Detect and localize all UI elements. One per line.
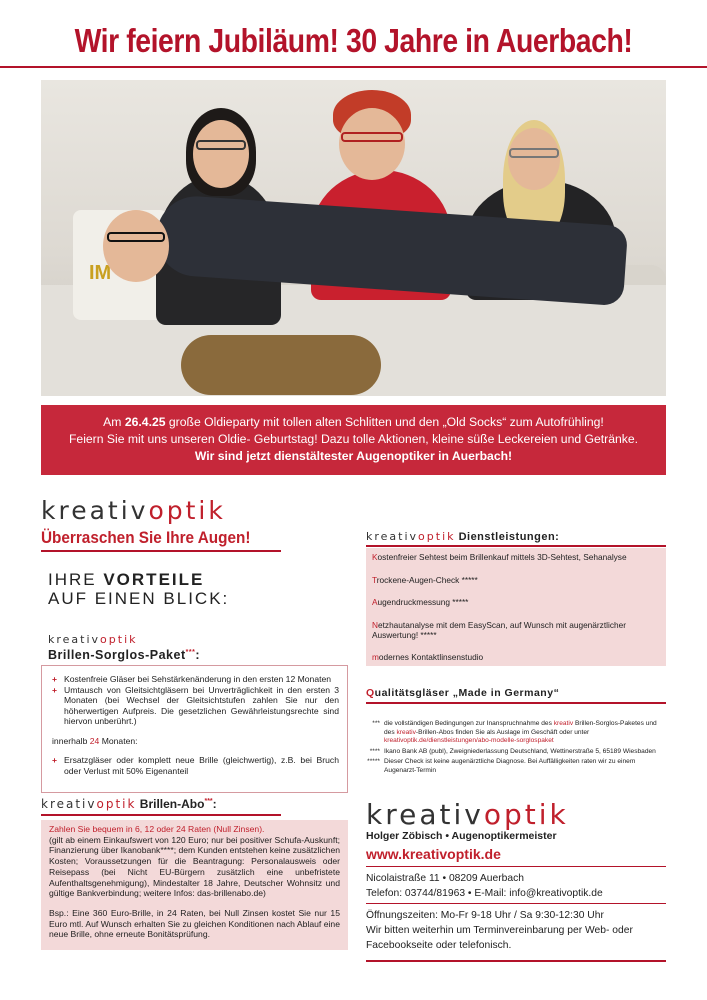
footnote-brand: kreativ [396,728,416,736]
services-title [366,530,559,543]
package-item: + Umtausch von Gleitsichtgläsern bei Unverträglichkeit in den ersten 3 Monaten (bei Wechsel der Gleitsichtstufen zahlen Sie nur den höherwertigen Aufpreis. Die gesetzlichen Gewährleistungsrechte sind hiervon unberührt.) [52,685,339,727]
abo-logo-kreativ: kreativ [41,797,97,811]
logo-large-optik: optik [483,798,569,831]
contact-block [366,829,666,953]
logo-kreativ: kreativ [41,496,149,525]
footnote-stars: *** [372,720,380,727]
package-logo [48,633,138,646]
footnote-text: Ikano Bank AB (publ), Zweigniederlassung Deutschland, Wettinerstraße 5, 65189 Wiesbaden [384,747,656,755]
service-text: rockene-Augen-Check ***** [376,574,478,585]
advantages-heading [48,570,229,608]
person-left-glasses [196,140,246,150]
service-text: ugendruckmessung ***** [377,597,469,607]
event-banner [41,405,666,475]
service-text: odernes Kontaktlinsenstudio [378,652,484,662]
person-right-glasses [509,148,559,158]
phone-email: Telefon: 03744/81963 • E-Mail: info@kreativoptik.de [366,888,603,899]
service-initial: A [372,597,378,607]
quality-rule [366,702,666,704]
abo-title-suffix: : [212,797,217,811]
opening-hours: Öffnungszeiten: Mo-Fr 9-18 Uhr / Sa 9:30-12:30 Uhr [366,910,604,921]
package-item: + Kostenfreie Gläser bei Sehstärkenänderung in den ersten 12 Monaten [52,674,339,685]
website-link[interactable]: www.kreativoptik.de [366,846,501,862]
package-title [48,648,200,662]
service-initial: m [372,652,379,662]
advantages-heading-a: IHRE [48,570,104,589]
person-lying-face [103,210,169,282]
services-box [366,548,666,666]
package-item: + Ersatzgläser oder komplett neue Brille (gleichwertig), z.B. bei Bruch oder Verlust mit 50% Eigenanteil [52,755,339,776]
footnote-text: Dieser Check ist keine augenärztliche Diagnose. Bei Auffälligkeiten raten wir zu einem Augenarzt-Termin [384,758,636,774]
abo-title [41,797,217,811]
abo-title-mark: *** [204,798,213,805]
service-item [372,575,660,585]
person-lying-glasses [107,232,165,242]
footnote-text: -Brillen-Abos finden Sie als Auslage im Geschäft oder unter [415,728,590,736]
person-right-face [508,128,560,190]
banner-line-2: Feiern Sie mit uns unseren Oldie- Geburtstag! Dazu tolle Aktionen, kleine süße Leckereien und Getränke. [68,432,639,446]
abo-logo-optik: optik [96,797,137,811]
package-within [52,736,339,747]
package-within-post: Monaten: [99,735,138,746]
footnotes [366,720,666,778]
services-logo-optik: optik [418,530,456,543]
footnote [366,720,666,746]
quality-initial: Q [366,687,375,699]
package-logo-optik: optik [100,633,138,646]
package-within-pre: innerhalb [52,735,90,746]
contact-rule [366,866,666,867]
services-title-text: Dienstleistungen: [458,531,560,543]
advantages-heading-b: VORTEILE [103,570,205,589]
package-box [41,665,348,793]
abo-title-text: Brillen-Abo [139,797,205,811]
service-item [372,597,660,607]
kreativoptik-logo-large [366,798,569,831]
banner-date: 26.4.25 [124,415,166,429]
service-text: etzhautanalyse mit dem EasyScan, auf Wunsch mit augenärztlicher Auswertung! ***** [372,619,626,640]
banner-line-1-pre: Am [103,415,125,429]
team-photo [41,80,666,396]
contact-rule [366,903,666,904]
abo-box [41,820,348,950]
banner-line-1 [41,414,666,431]
slogan-rule [41,550,281,552]
banner-line-1-post: große Oldieparty mit tollen alten Schlitten und den „Old Socks“ zum Autofrühling! [165,415,604,429]
abo-body: (gilt ab einem Einkaufswert von 120 Euro; nur bei positiver Schufa-Auskunft; Finanzierung über Ikanobank****; dem Kunden entstehen keine zusätzlichen Kosten; Voraussetzungen für die Beantragung: Personalausweis oder Reisepass (bei Nicht EU-Bürgern zusätzlich eine unbefristete Aufenthaltsgenehmigung), Mindestalter 18 Jahre, Deutscher Wohnsitz und gültige Bankverbindung; weitere Infos: das-brillenabo.de) [49,834,340,899]
service-item [372,552,660,562]
service-initial: T [372,574,377,585]
footnote [366,748,666,757]
person-middle-face [339,108,405,180]
surprise-slogan: Überraschen Sie Ihre Augen! [41,528,251,547]
service-initial: N [372,619,378,630]
logo-large-kreativ: kreativ [366,798,484,831]
pillow-lettering: IM [89,262,112,284]
bottom-rule [366,960,666,962]
footnote-text: die vollständigen Bedingungen zur Inanspruchnahme des [384,720,554,727]
service-item [372,652,660,662]
banner-line-3-text: Wir sind jetzt dienstältester Augenoptiker in Auerbach! [194,449,513,463]
abo-rule [41,814,281,816]
package-title-suffix: : [195,648,200,662]
appointment-note: Wir bitten weiterhin um Terminvereinbarung per Web- oder Facebookseite oder telefonisch. [366,925,633,951]
services-rule [366,545,666,547]
person-middle-glasses [341,132,403,142]
logo-optik: optik [148,496,226,525]
package-title-mark: *** [185,648,196,656]
footnote-stars: ***** [367,758,380,766]
kreativoptik-logo [41,496,226,525]
banner-line-3 [41,448,666,465]
abo-lead: Zahlen Sie bequem in 6, 12 oder 24 Raten (Null Zinsen). [49,824,265,834]
footnote [366,758,666,775]
abo-example: Bsp.: Eine 360 Euro-Brille, in 24 Raten, bei Null Zinsen kostet Sie nur 15 Euro mtl. Auf Wunsch erhalten Sie zu gleichen Konditionen nach Ablauf eine neue Brille, ohne erneute Bonitätsprüfung. [49,907,340,940]
package-title-text: Brillen-Sorglos-Paket [48,648,186,662]
owner-name: Holger Zöbisch • Augenoptikermeister [366,830,557,842]
footnote-stars: **** [369,747,380,755]
services-logo-kreativ: kreativ [366,530,419,543]
package-within-num: 24 [89,735,100,746]
quality-title [366,687,559,699]
person-left-face [193,120,249,188]
footnote-link[interactable]: kreativoptik.de/dienstleistungen/abo-modelle-sorglospaket [384,737,554,745]
leopard-pants [181,335,381,395]
footnote-text: Brillen-Sorglos-Paketes und des [384,720,657,736]
address: Nicolaistraße 11 • 08209 Auerbach [366,873,524,884]
headline: Wir feiern Jubiläum! 30 Jahre in Auerbach! [74,22,633,59]
service-item [372,620,660,640]
advantages-heading-line2: AUF EINEN BLICK: [48,589,230,608]
package-logo-kreativ: kreativ [48,633,101,646]
headline-rule [0,66,707,68]
service-initial: K [372,552,378,562]
footnote-brand: kreativ [553,720,574,727]
quality-text: ualitätsgläser „Made in Germany“ [374,687,560,699]
service-text: ostenfreier Sehtest beim Brillenkauf mittels 3D-Sehtest, Sehanalyse [377,552,627,562]
